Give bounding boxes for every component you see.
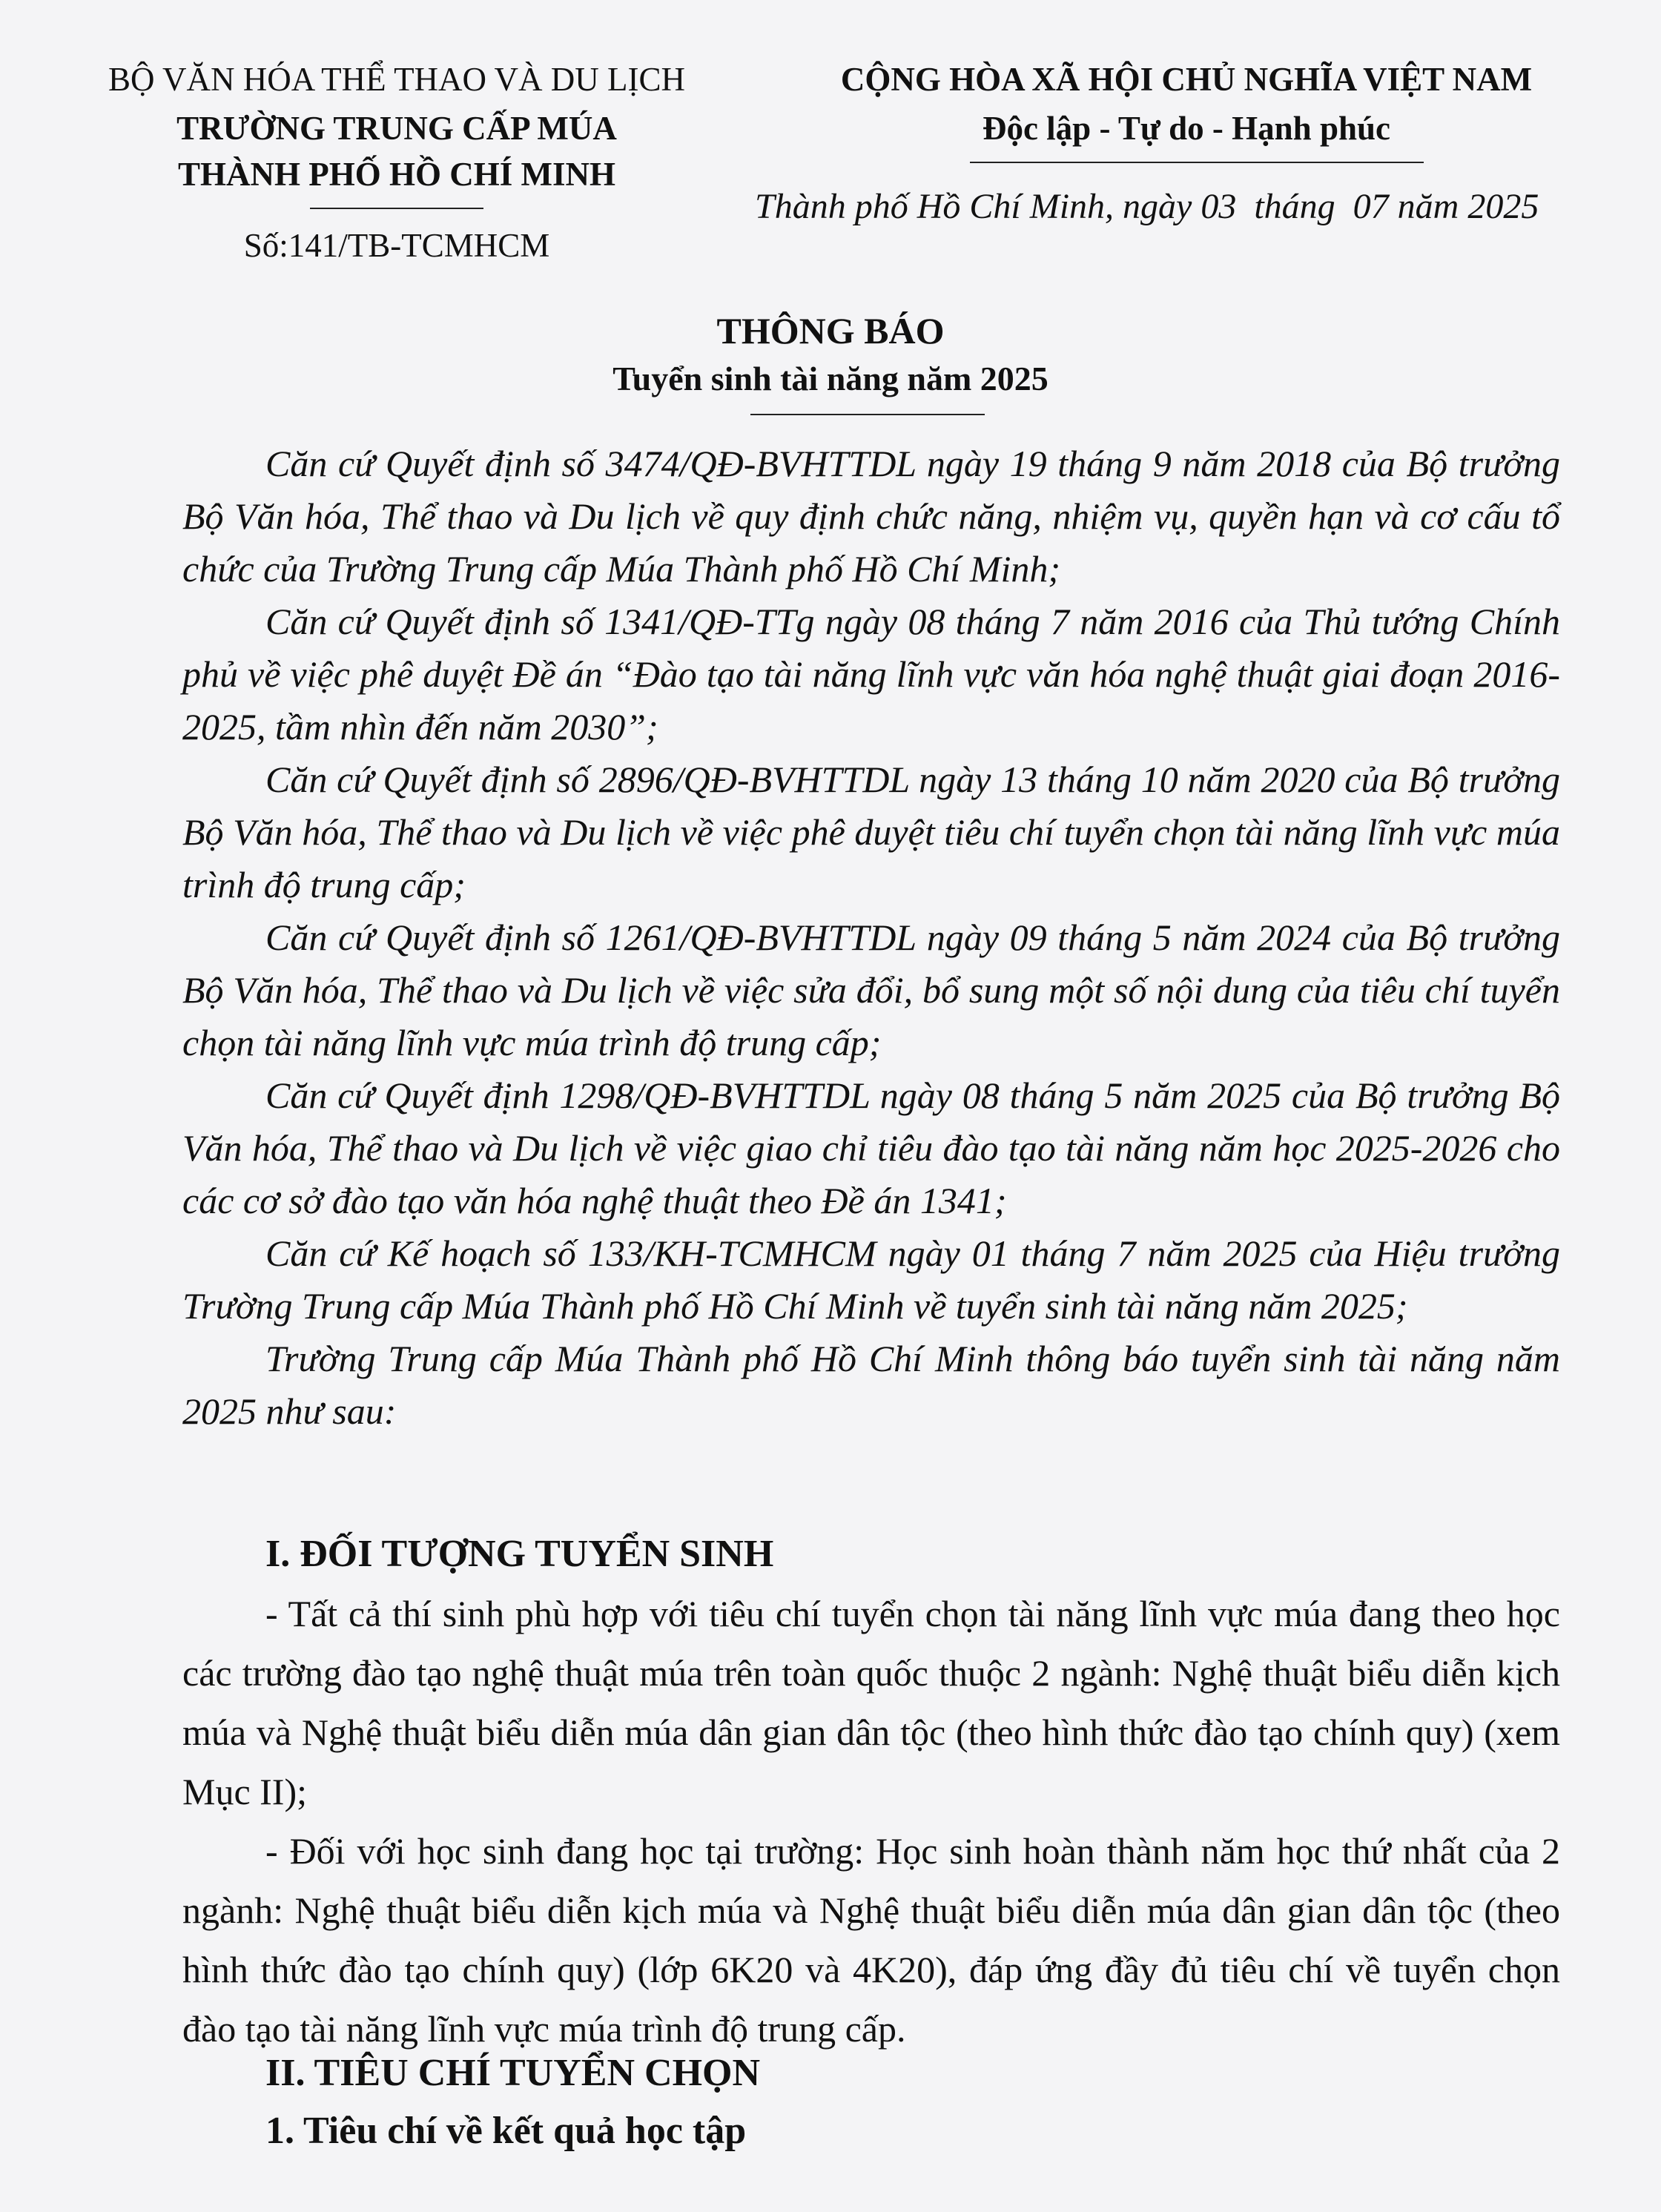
- legal-basis-4: Căn cứ Quyết định số 1261/QĐ-BVHTTDL ngày 09 tháng 5 năm 2024 của Bộ trưởng Bộ Văn hóa, Thể thao và Du lịch về việc sửa đổi, bổ sung một số nội dung của tiêu chí tuyển chọn tài năng lĩnh vực múa trình độ trung cấp;: [182, 917, 1560, 1063]
- section-1-item-2: - Đối với học sinh đang học tại trường: Học sinh hoàn thành năm học thứ nhất của 2 ngành: Nghệ thuật biểu diễn kịch múa và Nghệ thuật biểu diễn múa dân gian dân tộc (theo hình thức đào tạo chính quy) (lớp 6K20 và 4K20), đáp ứng đầy đủ tiêu chí về tuyển chọn đào tạo tài năng lĩnh vực múa trình độ trung cấp.: [182, 1830, 1560, 2050]
- header-right-divider: [970, 162, 1424, 163]
- title-divider: [750, 414, 985, 415]
- section-1-heading: I. ĐỐI TƯỢNG TUYỂN SINH: [265, 1533, 774, 1575]
- preamble: [182, 438, 1560, 1438]
- legal-basis-5: Căn cứ Quyết định 1298/QĐ-BVHTTDL ngày 08 tháng 5 năm 2025 của Bộ trưởng Bộ Văn hóa, Thể thao và Du lịch về việc giao chỉ tiêu đào tạo tài năng năm học 2025-2026 cho các cơ sở đào tạo văn hóa nghệ thuật theo Đề án 1341;: [182, 1074, 1560, 1221]
- document-number: Số:141/TB-TCMHCM: [243, 227, 550, 264]
- section-2-heading: II. TIÊU CHÍ TUYỂN CHỌN: [265, 2052, 761, 2094]
- ministry-name: BỘ VĂN HÓA THỂ THAO VÀ DU LỊCH: [108, 61, 685, 98]
- school-name-line1: TRƯỜNG TRUNG CẤP MÚA: [176, 110, 617, 147]
- country-name: CỘNG HÒA XÃ HỘI CHỦ NGHĨA VIỆT NAM: [840, 61, 1533, 98]
- section-1-item-1: - Tất cả thí sinh phù hợp với tiêu chí tuyển chọn tài năng lĩnh vực múa đang theo học các trường đào tạo nghệ thuật múa trên toàn quốc thuộc 2 ngành: Nghệ thuật biểu diễn kịch múa và Nghệ thuật biểu diễn múa dân gian dân tộc (theo hình thức đào tạo chính quy) (xem Mục II);: [182, 1593, 1560, 1812]
- notice-title: THÔNG BÁO: [716, 310, 945, 351]
- header-left-divider: [310, 208, 483, 209]
- date-line: Thành phố Hồ Chí Minh, ngày 03 tháng 07 năm 2025: [755, 187, 1539, 226]
- announcement-intro: Trường Trung cấp Múa Thành phố Hồ Chí Minh thông báo tuyển sinh tài năng năm 2025 như sau:: [182, 1338, 1560, 1432]
- school-name-line2: THÀNH PHỐ HỒ CHÍ MINH: [177, 156, 615, 193]
- notice-subtitle: Tuyển sinh tài năng năm 2025: [612, 360, 1049, 397]
- section-2-sub-1: 1. Tiêu chí về kết quả học tập: [265, 2110, 747, 2152]
- section-1: [182, 1528, 1560, 2059]
- legal-basis-1: Căn cứ Quyết định số 3474/QĐ-BVHTTDL ngày 19 tháng 9 năm 2018 của Bộ trưởng Bộ Văn hóa, Thể thao và Du lịch về quy định chức năng, nhiệm vụ, quyền hạn và cơ cấu tổ chức của Trường Trung cấp Múa Thành phố Hồ Chí Minh;: [182, 443, 1560, 590]
- legal-basis-3: Căn cứ Quyết định số 2896/QĐ-BVHTTDL ngày 13 tháng 10 năm 2020 của Bộ trưởng Bộ Văn hóa, Thể thao và Du lịch về việc phê duyệt tiêu chí tuyển chọn tài năng lĩnh vực múa trình độ trung cấp;: [182, 759, 1560, 905]
- legal-basis-2: Căn cứ Quyết định số 1341/QĐ-TTg ngày 08 tháng 7 năm 2016 của Thủ tướng Chính phủ về việc phê duyệt Đề án “Đào tạo tài năng lĩnh vực văn hóa nghệ thuật giai đoạn 2016-2025, tầm nhìn đến năm 2030”;: [182, 601, 1560, 747]
- national-motto: Độc lập - Tự do - Hạnh phúc: [982, 110, 1391, 147]
- legal-basis-6: Căn cứ Kế hoạch số 133/KH-TCMHCM ngày 01 tháng 7 năm 2025 của Hiệu trưởng Trường Trung cấp Múa Thành phố Hồ Chí Minh về tuyển sinh tài năng năm 2025;: [182, 1232, 1560, 1327]
- section-2: [182, 2047, 1560, 2158]
